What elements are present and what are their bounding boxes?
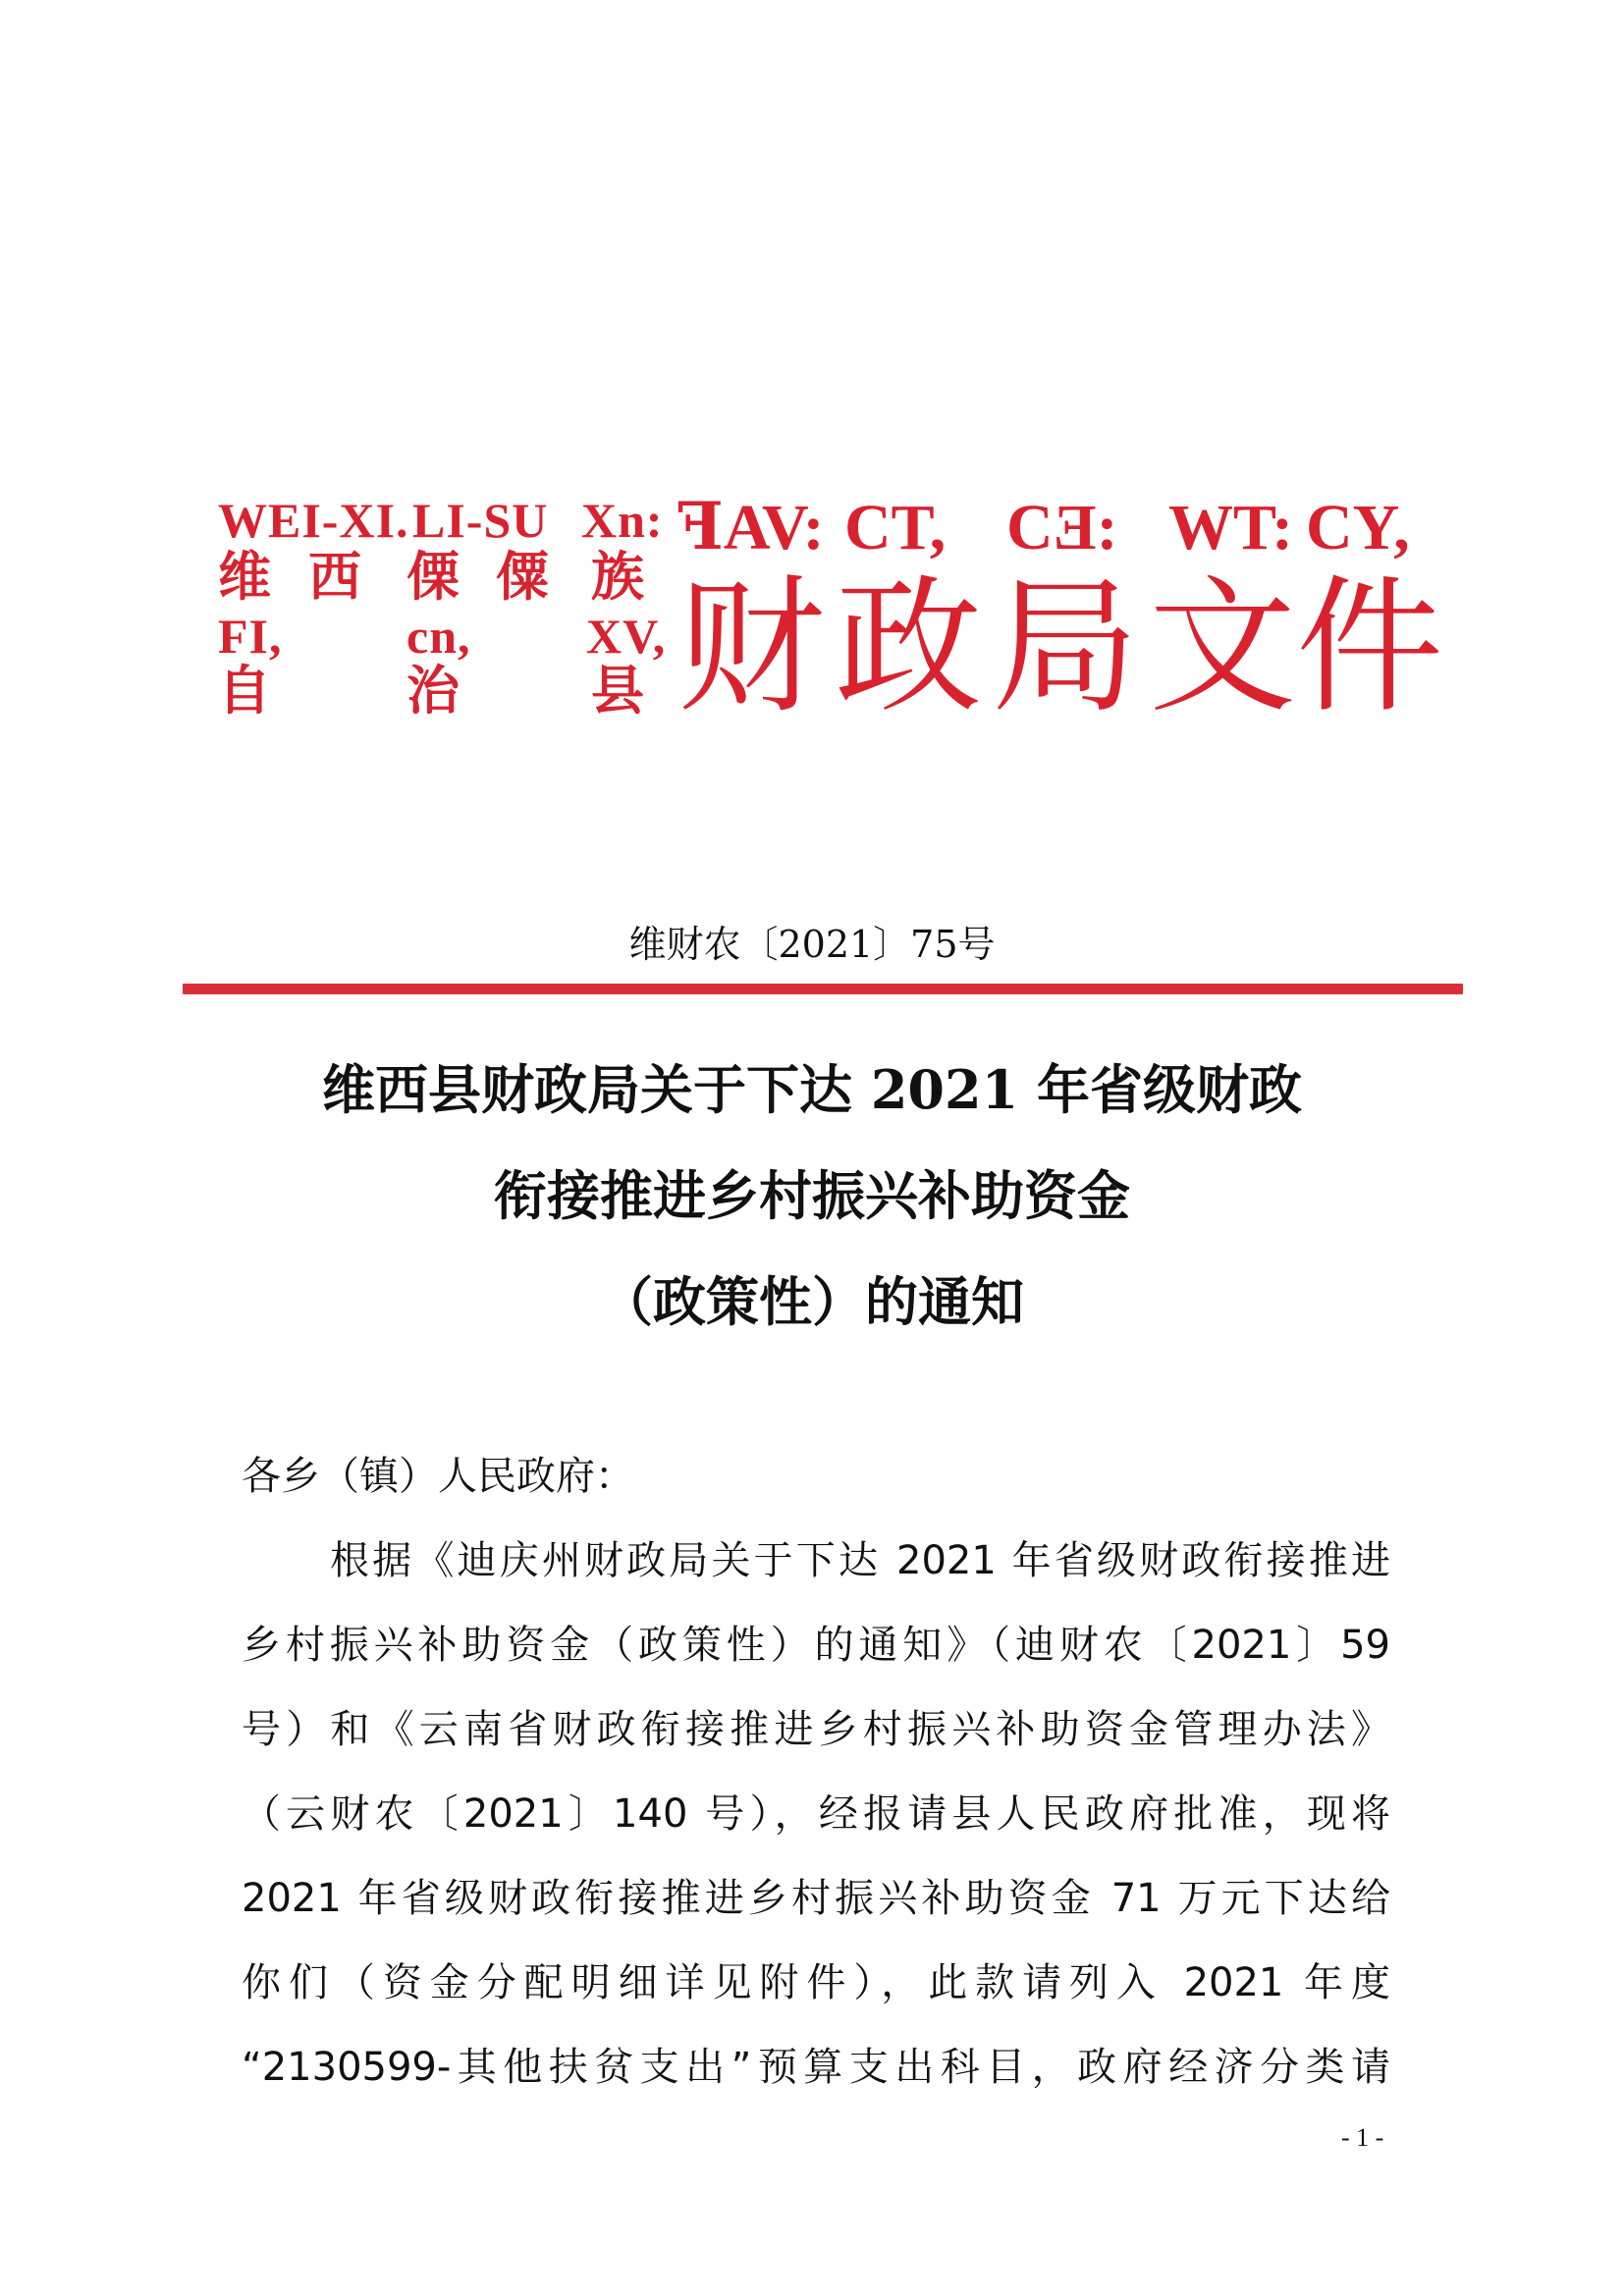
body-line-1: 根据《迪庆州财政局关于下达 2021 年省级财政衔接推进 <box>330 1538 1390 1583</box>
letterhead-county-block <box>218 493 667 731</box>
lisu-word: CT, <box>844 492 947 563</box>
body-line-4: （云财农〔2021〕140 号），经报请县人民政府批准，现将 <box>242 1791 1390 1837</box>
county-char: 治 <box>406 659 460 721</box>
county-char: 西 <box>308 545 361 608</box>
county-latin-6: XV, <box>586 609 667 664</box>
county-char: 自 <box>218 659 271 721</box>
lisu-word: CY, <box>1306 492 1410 563</box>
document-title-line-2: 衔接推进乡村振兴补助资金 <box>494 1164 1130 1227</box>
document-title-line-1: 维西县财政局关于下达 2021 年省级财政 <box>322 1058 1302 1121</box>
county-latin-3: Xn: <box>581 493 664 548</box>
body-line-3: 号）和《云南省财政衔接推进乡村振兴补助资金管理办法》 <box>242 1707 1390 1752</box>
bureau-char: 文 <box>1149 562 1297 733</box>
county-latin-5: cn, <box>406 609 471 664</box>
body-line-2: 乡村振兴补助资金（政策性）的通知》（迪财农〔2021〕59 <box>242 1623 1390 1668</box>
county-char: 维 <box>218 545 271 608</box>
bureau-char: 件 <box>1296 562 1444 733</box>
body-line-5: 2021 年省级财政衔接推进乡村振兴补助资金 71 万元下达给 <box>242 1876 1390 1921</box>
salutation: 各乡（镇）人民政府： <box>242 1454 634 1499</box>
bureau-char: 政 <box>835 562 983 733</box>
page-number: - 1 - <box>1341 2123 1384 2152</box>
letterhead <box>0 0 1624 785</box>
bureau-char: 局 <box>992 562 1140 733</box>
lisu-word: CƎ: <box>1006 492 1118 563</box>
bureau-char: 财 <box>677 562 826 733</box>
red-divider-line <box>183 984 1463 994</box>
county-char: 县 <box>591 659 644 721</box>
letterhead-lisu-row <box>677 492 1443 564</box>
document-title-line-3: （政策性）的通知 <box>600 1270 1024 1333</box>
document-number: 维财农〔2021〕75号 <box>628 923 996 966</box>
lisu-word: WT: <box>1168 492 1294 563</box>
letterhead-bureau-title <box>677 562 1444 733</box>
county-latin-2: LI-SU <box>412 493 549 548</box>
lisu-word: ꟻAV: <box>677 492 825 563</box>
body-line-6: 你们（资金分配明细详见附件），此款请列入 2021 年度 <box>242 1960 1390 2005</box>
body-line-7: “2130599-其他扶贫支出”预算支出科目，政府经济分类请 <box>242 2045 1390 2090</box>
county-latin-1: WEI-XI. <box>218 493 409 548</box>
county-latin-4: FI, <box>218 609 283 664</box>
county-char: 族 <box>591 545 644 608</box>
county-char: 傈 <box>406 545 460 608</box>
county-char: 僳 <box>496 545 549 608</box>
